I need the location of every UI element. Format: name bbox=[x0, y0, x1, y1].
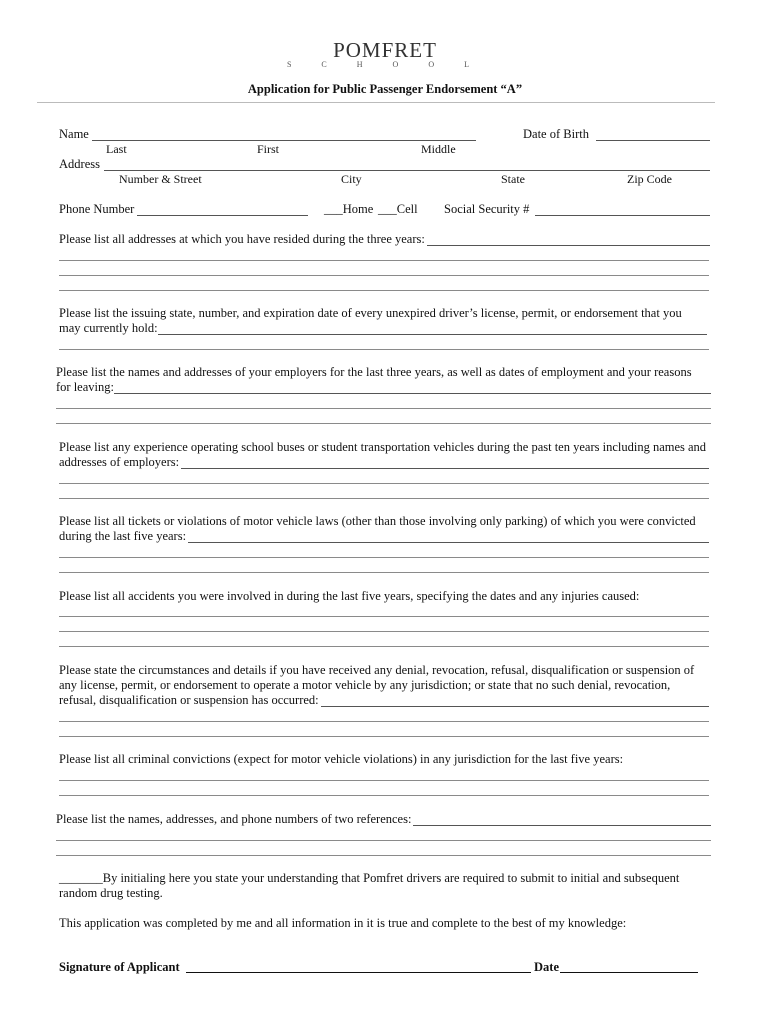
certification-statement: This application was completed by me and all information in it is true and complete to the best of my knowledge: bbox=[59, 916, 627, 930]
accidents-line[interactable] bbox=[59, 646, 709, 647]
question-bus-experience: Please list any experience operating school buses or student transportation vehicles during the past ten years including names and bbox=[59, 440, 707, 454]
address-label: Address bbox=[59, 157, 100, 171]
question-licenses: Please list the issuing state, number, and expiration date of every unexpired driver’s license, permit, or endorsement that you bbox=[59, 306, 682, 320]
criminal-line[interactable] bbox=[59, 795, 709, 796]
question-tickets: Please list all tickets or violations of motor vehicle laws (other than those involving only parking) of which you were convicted bbox=[59, 514, 696, 528]
date-label: Date bbox=[534, 960, 559, 974]
question-addresses: Please list all addresses at which you have resided during the three years: bbox=[59, 232, 425, 246]
home-option[interactable]: ___Home bbox=[324, 202, 374, 216]
name-field[interactable] bbox=[92, 140, 476, 141]
question-denials-cont2: refusal, disqualification or suspension has occurred: bbox=[59, 693, 319, 707]
page-title: Application for Public Passenger Endorsement “A” bbox=[247, 82, 523, 96]
name-label: Name bbox=[59, 127, 89, 141]
phone-label: Phone Number bbox=[59, 202, 135, 216]
accidents-line[interactable] bbox=[59, 616, 709, 617]
criminal-line[interactable] bbox=[59, 780, 709, 781]
addresses-line[interactable] bbox=[59, 275, 709, 276]
question-tickets-cont: during the last five years: bbox=[59, 529, 187, 543]
tickets-field[interactable] bbox=[188, 542, 709, 543]
address-field[interactable] bbox=[104, 170, 710, 171]
question-denials: Please state the circumstances and details if you have received any denial, revocation, refusal, disqualification or suspension of bbox=[59, 663, 695, 677]
signature-field[interactable] bbox=[186, 972, 531, 973]
question-employers: Please list the names and addresses of your employers for the last three years, as well as dates of employment and your reasons bbox=[56, 365, 692, 379]
references-line[interactable] bbox=[56, 840, 711, 841]
dob-label: Date of Birth bbox=[523, 127, 589, 141]
dob-field[interactable] bbox=[596, 140, 710, 141]
denials-field[interactable] bbox=[321, 706, 709, 707]
employers-field[interactable] bbox=[114, 393, 711, 394]
ssn-field[interactable] bbox=[535, 215, 710, 216]
signature-label: Signature of Applicant bbox=[59, 960, 180, 974]
tickets-line[interactable] bbox=[59, 572, 709, 573]
employers-line[interactable] bbox=[56, 408, 711, 409]
denials-line[interactable] bbox=[59, 736, 709, 737]
street-sublabel: Number & Street bbox=[119, 172, 202, 186]
school-logo: POMFRET bbox=[333, 38, 437, 62]
date-field[interactable] bbox=[560, 972, 698, 973]
state-sublabel: State bbox=[501, 172, 525, 186]
middle-sublabel: Middle bbox=[421, 142, 456, 156]
phone-field[interactable] bbox=[137, 215, 308, 216]
drug-testing-initial[interactable]: _______By initialing here you state your understanding that Pomfret drivers are required to submit to initial and subsequent bbox=[59, 871, 680, 885]
drug-testing-initial-cont: random drug testing. bbox=[59, 886, 163, 900]
tickets-line[interactable] bbox=[59, 557, 709, 558]
bus-experience-field[interactable] bbox=[181, 468, 709, 469]
question-references: Please list the names, addresses, and phone numbers of two references: bbox=[56, 812, 412, 826]
zip-sublabel: Zip Code bbox=[627, 172, 672, 186]
accidents-line[interactable] bbox=[59, 631, 709, 632]
last-sublabel: Last bbox=[106, 142, 127, 156]
bus-experience-line[interactable] bbox=[59, 483, 709, 484]
school-logo-subtitle: S C H O O L bbox=[286, 60, 483, 69]
addresses-line[interactable] bbox=[59, 260, 709, 261]
denials-line[interactable] bbox=[59, 721, 709, 722]
licenses-line[interactable] bbox=[59, 349, 709, 350]
question-licenses-cont: may currently hold: bbox=[59, 321, 158, 335]
question-denials-cont: any license, permit, or endorsement to operate a motor vehicle by any jurisdiction; or state that no such denial, revocation, bbox=[59, 678, 671, 692]
addresses-field[interactable] bbox=[427, 245, 710, 246]
references-field[interactable] bbox=[413, 825, 711, 826]
cell-option[interactable]: ___Cell bbox=[378, 202, 418, 216]
header-divider bbox=[37, 102, 715, 103]
question-bus-experience-cont: addresses of employers: bbox=[59, 455, 180, 469]
city-sublabel: City bbox=[341, 172, 362, 186]
first-sublabel: First bbox=[257, 142, 280, 156]
question-accidents: Please list all accidents you were involved in during the last five years, specifying the dates and any injuries caused: bbox=[59, 589, 640, 603]
references-line[interactable] bbox=[56, 855, 711, 856]
question-employers-cont: for leaving: bbox=[56, 380, 114, 394]
addresses-line[interactable] bbox=[59, 290, 709, 291]
employers-line[interactable] bbox=[56, 423, 711, 424]
question-criminal: Please list all criminal convictions (expect for motor vehicle violations) in any jurisdiction for the last five years: bbox=[59, 752, 624, 766]
bus-experience-line[interactable] bbox=[59, 498, 709, 499]
ssn-label: Social Security # bbox=[444, 202, 530, 216]
licenses-field[interactable] bbox=[158, 334, 707, 335]
